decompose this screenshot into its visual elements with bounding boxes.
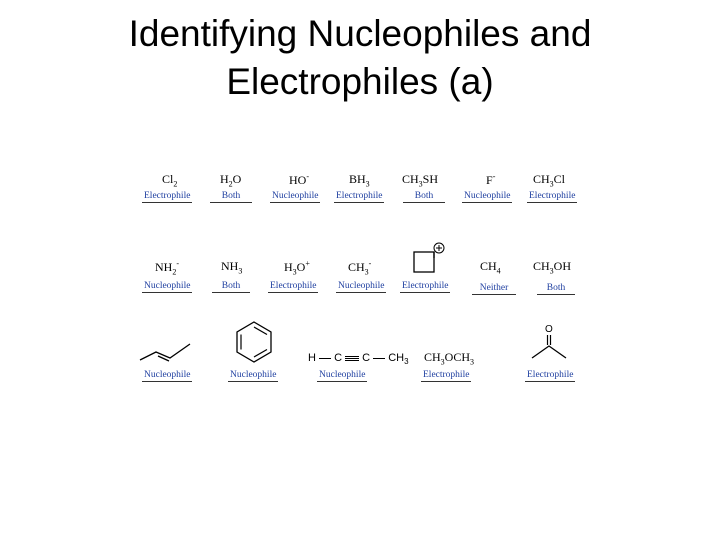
formula-propyne bbox=[308, 352, 409, 366]
answer-methyl-anion: Nucleophile bbox=[338, 281, 385, 291]
answer-propyne: Nucleophile bbox=[319, 370, 366, 380]
formula-cl2: $Cl_2$ bbox=[162, 172, 178, 189]
formula-dimethyl-ether: $CH_3OCH_3$ bbox=[424, 350, 475, 367]
slide-title-line-2: Electrophiles (a) bbox=[226, 61, 494, 102]
formula-h2o: $H_2O$ bbox=[220, 172, 242, 189]
propyne-h: H bbox=[308, 352, 316, 364]
answer-dimethyl-ether: Electrophile bbox=[423, 370, 470, 380]
formula-bh3: $BH_3$ bbox=[349, 172, 370, 189]
alkene-structure-icon bbox=[138, 338, 194, 366]
answer-ch4: Neither bbox=[472, 283, 516, 295]
formula-ch3oh: $CH_3OH$ bbox=[533, 259, 572, 276]
answer-ketone: Electrophile bbox=[527, 370, 574, 380]
answer-amide-anion: Nucleophile bbox=[144, 281, 191, 291]
answer-ch3sh: Both bbox=[403, 191, 445, 203]
formula-ch3cl: $CH_3Cl$ bbox=[533, 172, 566, 189]
formula-fluoride: F- bbox=[486, 172, 496, 187]
answer-ch3cl: Electrophile bbox=[529, 191, 576, 201]
carbocation-structure-icon bbox=[412, 240, 448, 276]
formula-amide-anion: $NH_2^-$ bbox=[155, 259, 180, 277]
formula-ch4: $CH_4$ bbox=[480, 259, 501, 276]
answer-alkene: Nucleophile bbox=[144, 370, 191, 380]
propyne-ch3: $CH_3$ bbox=[388, 352, 409, 367]
answer-cl2: Electrophile bbox=[144, 191, 191, 201]
formula-hydronium: $H_3O^+$ bbox=[284, 259, 310, 277]
answer-h2o: Both bbox=[210, 191, 252, 203]
answer-benzene: Nucleophile bbox=[230, 370, 277, 380]
formula-hydroxide: HO- bbox=[289, 172, 310, 187]
benzene-structure-icon bbox=[234, 320, 274, 364]
slide-title-line-1: Identifying Nucleophiles and bbox=[128, 13, 592, 54]
ketone-structure-icon bbox=[528, 322, 572, 364]
answer-ch3oh: Both bbox=[537, 283, 575, 295]
formula-methyl-anion: $CH_3^-$ bbox=[348, 259, 372, 277]
answer-fluoride: Nucleophile bbox=[464, 191, 511, 201]
answer-hydroxide: Nucleophile bbox=[272, 191, 319, 201]
formula-nh3: $NH_3$ bbox=[221, 259, 243, 276]
answer-hydronium: Electrophile bbox=[270, 281, 317, 291]
answer-nh3: Both bbox=[212, 281, 250, 293]
formula-ch3sh: $CH_3SH$ bbox=[402, 172, 439, 189]
ketone-oxygen-label: O bbox=[545, 324, 553, 335]
answer-carbocation: Electrophile bbox=[402, 281, 449, 291]
propyne-c1: C bbox=[334, 352, 343, 364]
answer-bh3: Electrophile bbox=[336, 191, 383, 201]
propyne-c2: C bbox=[362, 352, 371, 364]
